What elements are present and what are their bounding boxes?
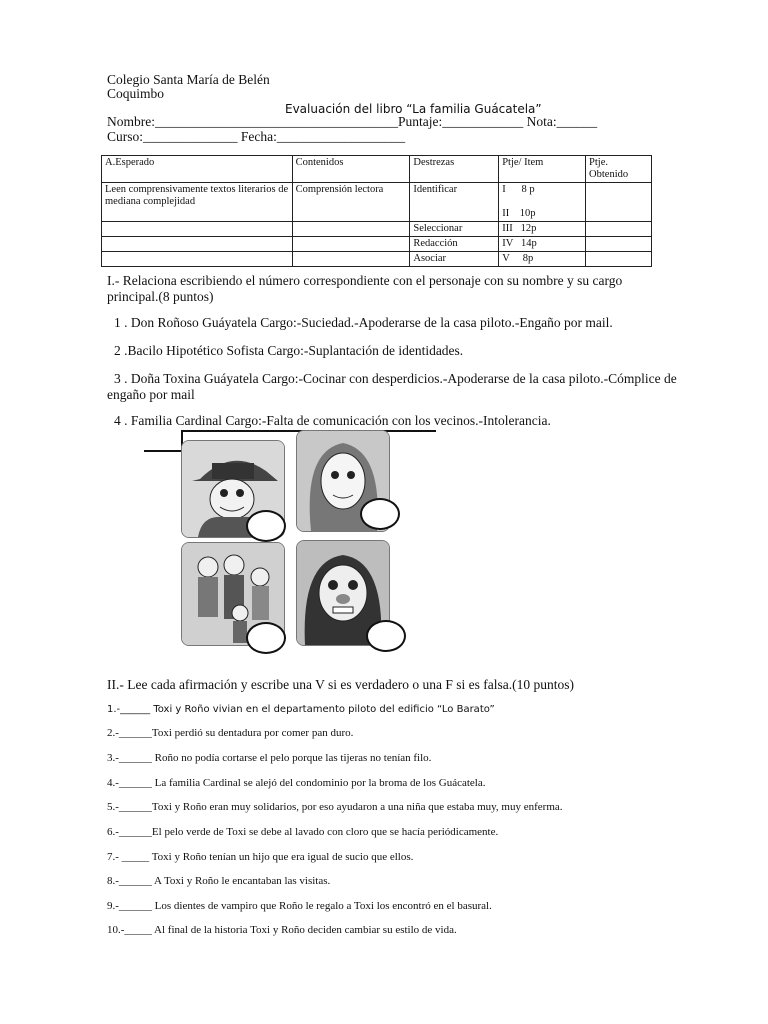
table-cell	[292, 252, 410, 267]
statement-5[interactable]: 5.-______Toxi y Roño eran muy solidarios, por eso ayudaron a una niña que estaba muy, muy enferma.	[107, 801, 563, 813]
statement-6[interactable]: 6.-______El pelo verde de Toxi se debe al lavado con cloro que se hacía periódicamente.	[107, 826, 499, 838]
table-header-cell: A.Esperado	[102, 156, 293, 183]
table-cell	[102, 222, 293, 237]
statement-1[interactable]: 1.-______ Toxi y Roño vivian en el departamento piloto del edificio “Lo Barato”	[107, 704, 495, 715]
table-cell: V 8p	[499, 252, 586, 267]
table-cell: Seleccionar	[410, 222, 499, 237]
answer-circle-2[interactable]	[360, 498, 400, 530]
table-row	[102, 222, 652, 237]
table-header-cell: Ptje. Obtenido	[586, 156, 652, 183]
city-name: Coquimbo	[107, 86, 165, 101]
table-cell: IV 14p	[499, 237, 586, 252]
score-obtained-cell[interactable]	[586, 183, 652, 222]
statement-8[interactable]: 8.-______ A Toxi y Roño le encantaban las visitas.	[107, 875, 331, 887]
table-row	[102, 183, 652, 222]
statement-9[interactable]: 9.-______ Los dientes de vampiro que Roño le regalo a Toxi los encontró en el basural.	[107, 900, 492, 912]
answer-circle-4[interactable]	[366, 620, 406, 652]
table-header-cell: Ptje/ Item	[499, 156, 586, 183]
table-cell	[292, 222, 410, 237]
table-cell	[292, 237, 410, 252]
score-obtained-cell[interactable]	[586, 237, 652, 252]
statement-3[interactable]: 3.-______ Roño no podía cortarse el pelo porque las tijeras no tenían filo.	[107, 752, 432, 764]
match-item-2: 2 .Bacilo Hipotético Sofista Cargo:-Suplantación de identidades.	[114, 343, 464, 358]
statement-2[interactable]: 2.-______Toxi perdió su dentadura por comer pan duro.	[107, 727, 354, 739]
match-item-3: 3 . Doña Toxina Guáyatela Cargo:-Cocinar con desperdicios.-Apoderarse de la casa piloto.-Cómplice de engaño por mail	[107, 371, 677, 402]
school-name: Colegio Santa María de Belén	[107, 72, 270, 87]
section-2-title: II.- Lee cada afirmación y escribe una V si es verdadero o una F si es falsa.(10 puntos)	[107, 677, 574, 692]
table-cell: Identificar	[410, 183, 499, 222]
section-1-title: I.- Relaciona escribiendo el número correspondiente con el personaje con su nombre y su cargo principal.(8 puntos)	[107, 273, 623, 304]
table-row	[102, 237, 652, 252]
table-cell: Leen comprensivamente textos literarios de mediana complejidad	[102, 183, 293, 222]
answer-circle-1[interactable]	[246, 510, 286, 542]
page-title: Evaluación del libro “La familia Guácatela”	[285, 102, 542, 116]
name-score-line[interactable]: Nombre:____________________________________Puntaje:____________ Nota:______	[107, 114, 598, 129]
match-item-1: 1 . Don Roñoso Guáyatela Cargo:-Suciedad.-Apoderarse de la casa piloto.-Engaño por mail.	[114, 315, 613, 330]
evaluation-table	[101, 155, 652, 267]
course-date-line[interactable]: Curso:______________ Fecha:___________________	[107, 129, 406, 144]
table-cell: Redacción	[410, 237, 499, 252]
match-item-4: 4 . Familia Cardinal Cargo:-Falta de comunicación con los vecinos.-Intolerancia.	[114, 413, 551, 428]
score-obtained-cell[interactable]	[586, 252, 652, 267]
score-obtained-cell[interactable]	[586, 222, 652, 237]
table-cell	[102, 252, 293, 267]
answer-circle-3[interactable]	[246, 622, 286, 654]
table-header-cell: Contenidos	[292, 156, 410, 183]
statement-10[interactable]: 10.-_____ Al final de la historia Toxi y Roño deciden cambiar su estilo de vida.	[107, 924, 457, 936]
table-cell: Asociar	[410, 252, 499, 267]
table-header-cell: Destrezas	[410, 156, 499, 183]
statement-4[interactable]: 4.-______ La familia Cardinal se alejó del condominio por la broma de los Guácatela.	[107, 777, 486, 789]
table-row	[102, 252, 652, 267]
table-cell: Comprensión lectora	[292, 183, 410, 222]
table-header-row	[102, 156, 652, 183]
statement-7[interactable]: 7.- _____ Toxi y Roño tenían un hijo que era igual de sucio que ellos.	[107, 851, 414, 863]
table-cell: I 8 p II 10p	[499, 183, 586, 222]
table-cell	[102, 237, 293, 252]
table-cell: III 12p	[499, 222, 586, 237]
